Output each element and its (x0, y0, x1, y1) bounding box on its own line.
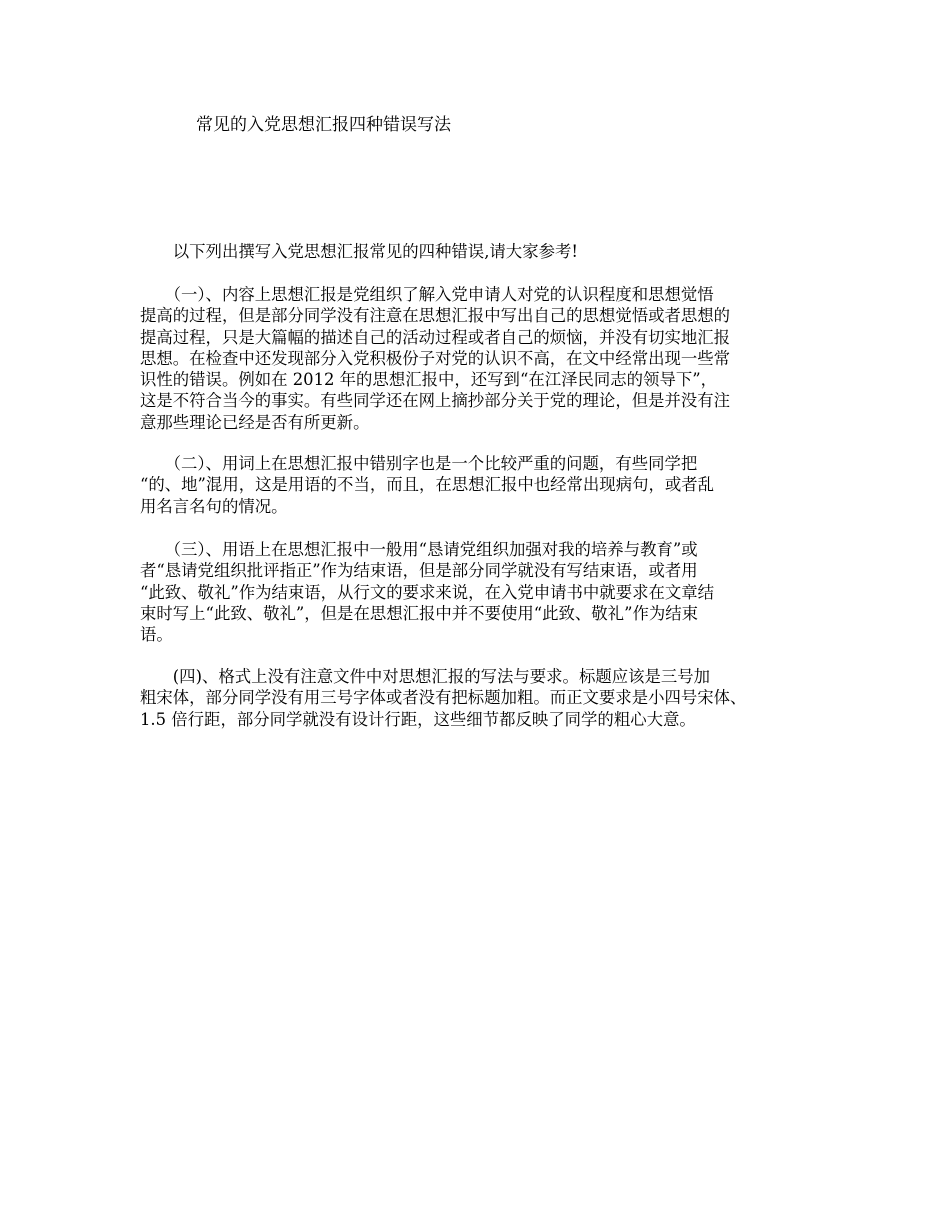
paragraph-line: “此致、敬礼”作为结束语，从行文的要求来说，在入党申请书中就要求在文章结 (140, 582, 715, 602)
paragraph-line: 粗宋体，部分同学没有用三号字体或者没有把标题加粗。而正文要求是小四号宋体、 (140, 688, 747, 708)
paragraph-line: “的、地”混用，这是用语的不当，而且，在思想汇报中也经常出现病句，或者乱 (140, 475, 715, 495)
paragraph-line: 者“恳请党组织批评指正”作为结束语，但是部分同学就没有写结束语，或者用 (140, 561, 698, 581)
document-title: 常见的入党思想汇报四种错误写法 (196, 115, 451, 135)
paragraph-line: 用名言名句的情况。 (140, 496, 288, 516)
intro-paragraph (140, 241, 824, 262)
paragraph-line: （二）、用词上在思想汇报中错别字也是一个比较严重的问题，有些同学把 (140, 454, 698, 473)
paragraph-line: （一）、内容上思想汇报是党组织了解入党申请人对党的认识程度和思想觉悟 (140, 285, 714, 304)
paragraph-line: （三）、用语上在思想汇报中一般用“恳请党组织加强对我的培养与教育”或 (140, 540, 698, 559)
paragraph-line: 束时写上“此致、敬礼”，但是在思想汇报中并不要使用“此致、敬礼”作为结束 (140, 603, 699, 623)
paragraph-4 (140, 666, 824, 730)
paragraph-line: 这是不符合当今的事实。有些同学还在网上摘抄部分关于党的理论，但是并没有注 (140, 391, 731, 411)
paragraph-line: 提高的过程，但是部分同学没有注意在思想汇报中写出自己的思想觉悟或者思想的 (140, 306, 731, 326)
paragraph-line: 意那些理论已经是否有所更新。 (140, 412, 370, 432)
paragraph-line: 1.5 倍行距，部分同学就没有设计行距，这些细节都反映了同学的粗心大意。 (140, 709, 696, 729)
intro-line: 以下列出撰写入党思想汇报常见的四种错误,请大家参考! (140, 242, 578, 261)
paragraph-line: (四)、格式上没有注意文件中对思想汇报的写法与要求。标题应该是三号加 (140, 667, 711, 686)
paragraph-line: 语。 (140, 625, 173, 645)
paragraph-2 (140, 453, 824, 517)
paragraph-3 (140, 539, 824, 645)
paragraph-line: 提高过程，只是大篇幅的描述自己的活动过程或者自己的烦恼，并没有切实地汇报 (140, 327, 731, 347)
paragraph-1 (140, 284, 824, 433)
paragraph-line: 思想。在检查中还发现部分入党积极份子对党的认识不高，在文中经常出现一些常 (140, 348, 731, 368)
paragraph-line: 识性的错误。例如在 2012 年的思想汇报中，还写到“在江泽民同志的领导下”， (140, 370, 717, 390)
